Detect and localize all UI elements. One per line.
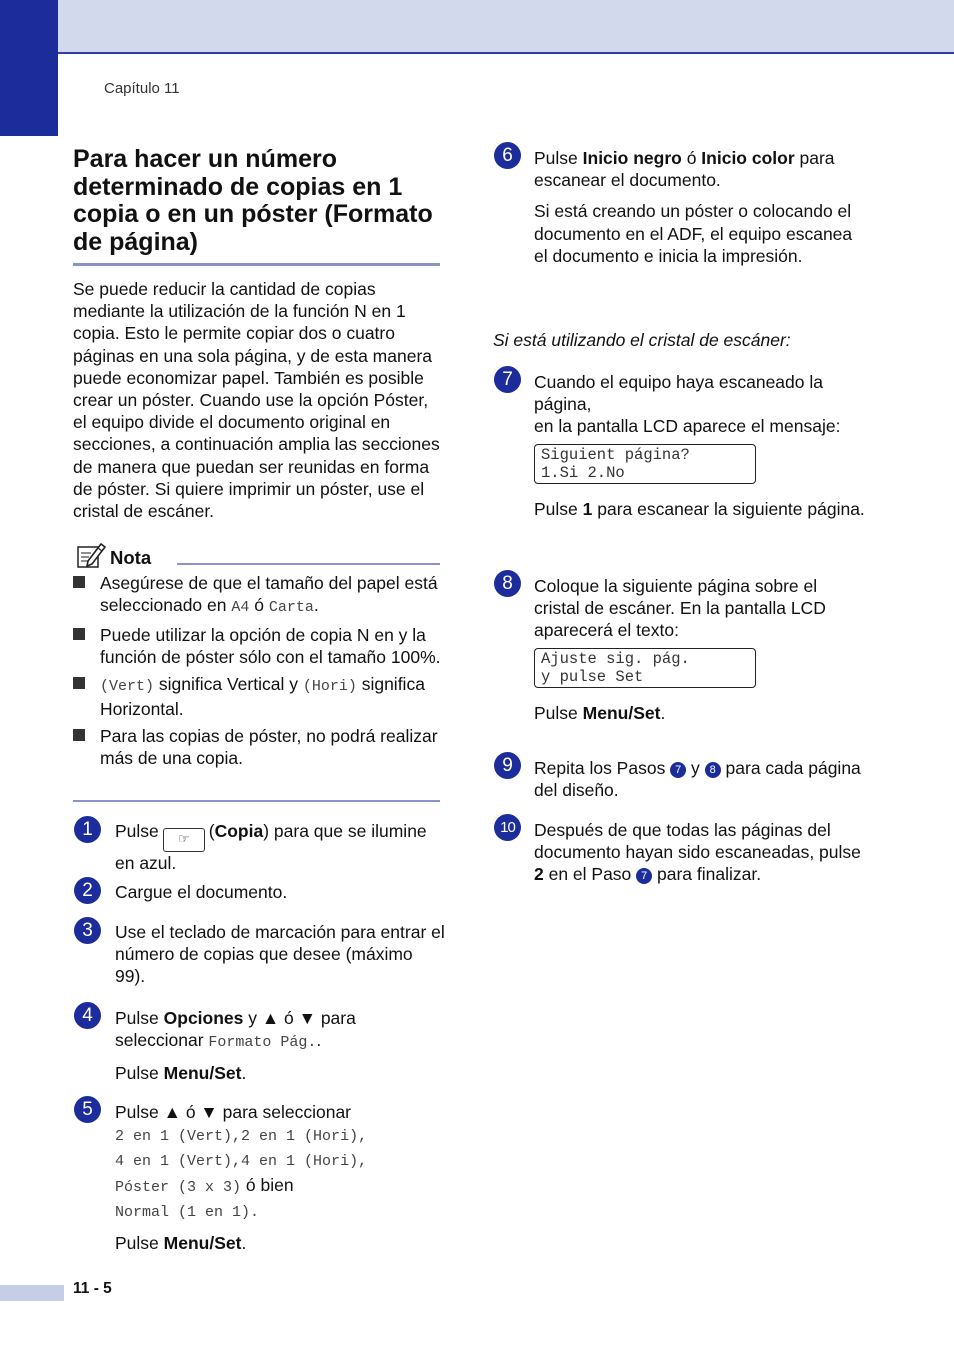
step-ref-badge: 7 [636, 868, 652, 884]
step-4: Pulse Opciones y ▲ ó ▼ para seleccionar Formato Pág.. Pulse Menu/Set. [115, 1008, 356, 1084]
step-5: Pulse ▲ ó ▼ para seleccionar 2 en 1 (Vert),2 en 1 (Hori), 4 en 1 (Vert),4 en 1 (Hori), Póster (3 x 3) ó bien Normal (1 en 1). Pulse Menu/Set. [115, 1102, 368, 1254]
step-number-3: 3 [74, 917, 101, 944]
step-9: Repita los Pasos 7 y 8 para cada página del diseño. [534, 758, 861, 801]
note-bottom-rule [73, 800, 440, 802]
list-item: Asegúrese de que el tamaño del papel está seleccionado en A4 ó Carta. [73, 572, 443, 619]
step-8: Coloque la siguiente página sobre el cristal de escáner. En la pantalla LCD aparecerá el texto: Ajuste sig. pág. y pulse Set Pulse Menu/Set. [534, 576, 826, 723]
header-band [58, 0, 954, 52]
header-rule [58, 52, 954, 54]
title-rule [73, 263, 440, 266]
glass-caption: Si está utilizando el cristal de escáner: [493, 330, 791, 350]
step-number-6: 6 [494, 142, 521, 169]
step-6: Pulse Inicio negro ó Inicio color para escanear el documento. Si está creando un póster o colocando el documento en el ADF, el equipo escanea el documento e inicia la impresión. [534, 148, 853, 266]
note-list [73, 572, 443, 774]
step-number-10: 10 [494, 814, 521, 841]
step-7: Cuando el equipo haya escaneado la página, en la pantalla LCD aparece el mensaje: Siguient página? 1.Si 2.No Pulse 1 para escanear la siguiente página. [534, 372, 865, 519]
footer-band [0, 1285, 64, 1301]
step-2: Cargue el documento. [115, 882, 288, 902]
intro-paragraph: Se puede reducir la cantidad de copias mediante la utilización de la función N en 1 copia. Esto le permite copiar dos o cuatro páginas en una sola página, y de esta manera puede economizar papel. También es posible crear un póster. Cuando use la opción Póster, el equipo divide el documento original en secciones, a continuación amplia las secciones de manera que puedan ser reunidas en forma de póster. Si quiere imprimir un póster, use el cristal de escáner. [73, 279, 440, 522]
page-number: 11 - 5 [73, 1280, 112, 1297]
chapter-label: Capítulo 11 [104, 80, 180, 97]
step-number-4: 4 [74, 1002, 101, 1029]
note-rule [177, 563, 440, 565]
step-number-7: 7 [494, 366, 521, 393]
lcd-display: Ajuste sig. pág. y pulse Set [534, 648, 756, 688]
bullet-square-icon [73, 677, 85, 689]
note-title: Nota [110, 546, 152, 568]
note-pencil-icon [76, 541, 106, 574]
chapter-tab [0, 0, 58, 136]
step-ref-badge: 7 [670, 762, 686, 778]
bullet-square-icon [73, 729, 85, 741]
step-10: Después de que todas las páginas del documento hayan sido escaneadas, pulse 2 en el Paso 7 para finalizar. [534, 820, 861, 885]
lcd-display: Siguient página? 1.Si 2.No [534, 444, 756, 484]
note-header [76, 541, 151, 574]
step-1: Pulse ☞ (Copia) para que se ilumine en azul. [115, 821, 427, 873]
step-number-2: 2 [74, 877, 101, 904]
step-ref-badge: 8 [705, 762, 721, 778]
step-number-9: 9 [494, 752, 521, 779]
copy-hand-icon: ☞ [163, 828, 205, 852]
step-number-1: 1 [74, 816, 101, 843]
bullet-square-icon [73, 628, 85, 640]
list-item: Puede utilizar la opción de copia N en y la función de póster sólo con el tamaño 100%. [73, 624, 443, 668]
bullet-square-icon [73, 576, 85, 588]
list-item: (Vert) significa Vertical y (Hori) significa Horizontal. [73, 673, 443, 720]
section-title: Para hacer un número determinado de copias en 1 copia o en un póster (Formato de página) [73, 145, 433, 256]
step-number-5: 5 [74, 1096, 101, 1123]
list-item: Para las copias de póster, no podrá realizar más de una copia. [73, 725, 443, 769]
step-3: Use el teclado de marcación para entrar el número de copias que desee (máximo 99). [115, 922, 445, 987]
step-number-8: 8 [494, 570, 521, 597]
